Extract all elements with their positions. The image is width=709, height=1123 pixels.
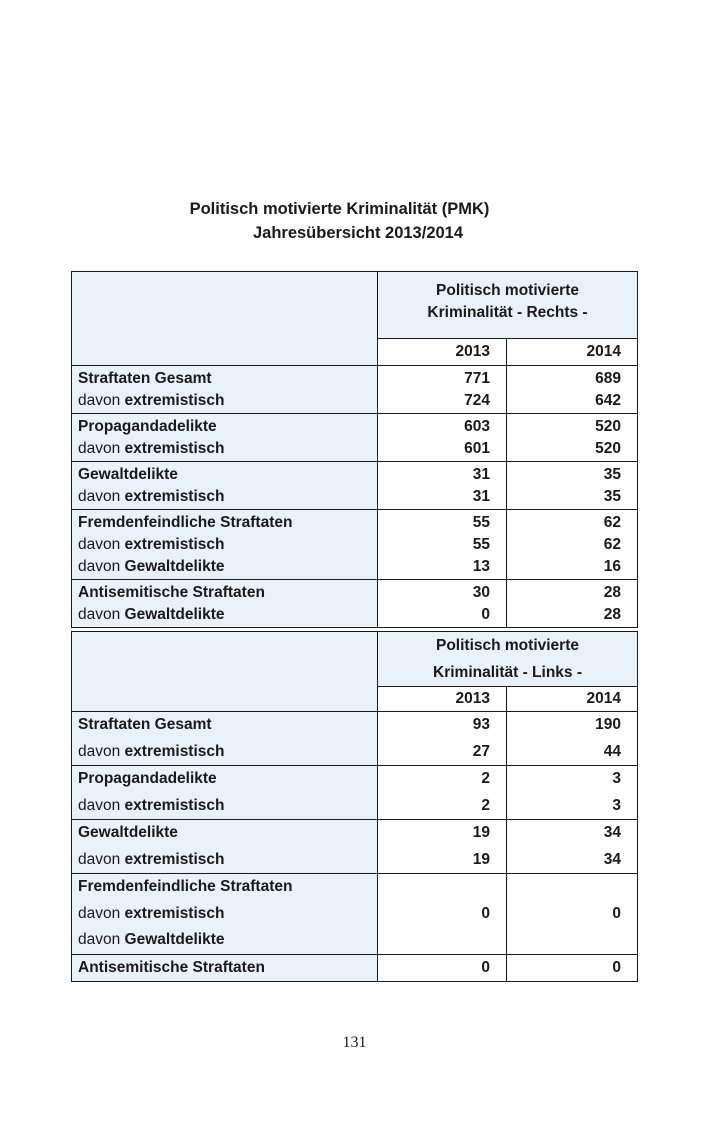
value-2013: 93 27 bbox=[378, 712, 507, 766]
header-blank-cell bbox=[72, 272, 378, 366]
table-header bbox=[378, 272, 638, 339]
header-line-1: Politisch motivierte bbox=[436, 637, 579, 654]
value-2013: 31 31 bbox=[378, 462, 507, 510]
page-title bbox=[0, 197, 709, 245]
value-2013: 771 724 bbox=[378, 366, 507, 414]
table-header bbox=[378, 632, 638, 687]
value-2014: 0 bbox=[507, 954, 638, 982]
table-row bbox=[72, 954, 638, 982]
table-row bbox=[72, 510, 638, 580]
row-label: Fremdenfeindliche Straftaten davon extremistisch davon Gewaltdelikte bbox=[72, 874, 378, 955]
table-row bbox=[72, 580, 638, 628]
value-2013: 55 55 13 bbox=[378, 510, 507, 580]
table-header-row bbox=[72, 632, 638, 687]
row-label: Propagandadelikte davon extremistisch bbox=[72, 766, 378, 820]
header-line-2: Kriminalität - Links - bbox=[433, 663, 582, 681]
table-row bbox=[72, 462, 638, 510]
row-label: Straftaten Gesamt davon extremistisch bbox=[72, 712, 378, 766]
table-row bbox=[72, 766, 638, 820]
year-2014: 2014 bbox=[507, 687, 638, 712]
value-2013: 19 19 bbox=[378, 820, 507, 874]
title-line-2: Jahresübersicht 2013/2014 bbox=[252, 224, 464, 242]
row-label: Antisemitische Straftaten bbox=[72, 954, 378, 982]
table-row bbox=[72, 712, 638, 766]
table-row bbox=[72, 874, 638, 955]
value-2014: 689 642 bbox=[507, 366, 638, 414]
row-label: Antisemitische Straftaten davon Gewaltdelikte bbox=[72, 580, 378, 628]
value-2014: 3 3 bbox=[507, 766, 638, 820]
value-2014: 190 44 bbox=[507, 712, 638, 766]
value-2014: 34 34 bbox=[507, 820, 638, 874]
year-2014: 2014 bbox=[507, 339, 638, 366]
header-line-2: Kriminalität - Rechts - bbox=[427, 304, 588, 321]
title-line-1: Politisch motivierte Kriminalität (PMK) bbox=[189, 200, 490, 218]
value-2014: 0 bbox=[507, 874, 638, 955]
row-label: Straftaten Gesamt davon extremistisch bbox=[72, 366, 378, 414]
header-line-1: Politisch motivierte bbox=[436, 282, 579, 299]
value-2014: 520 520 bbox=[507, 414, 638, 462]
year-2013: 2013 bbox=[378, 339, 507, 366]
value-2013: 30 0 bbox=[378, 580, 507, 628]
table-pmk-rechts bbox=[71, 271, 638, 628]
row-label: Gewaltdelikte davon extremistisch bbox=[72, 462, 378, 510]
table-row bbox=[72, 414, 638, 462]
value-2014: 35 35 bbox=[507, 462, 638, 510]
value-2013: 0 bbox=[378, 874, 507, 955]
header-blank-cell bbox=[72, 632, 378, 712]
table-row bbox=[72, 820, 638, 874]
row-label: Propagandadelikte davon extremistisch bbox=[72, 414, 378, 462]
year-2013: 2013 bbox=[378, 687, 507, 712]
value-2013: 2 2 bbox=[378, 766, 507, 820]
table-row bbox=[72, 366, 638, 414]
value-2014: 28 28 bbox=[507, 580, 638, 628]
table-pmk-links bbox=[71, 631, 638, 982]
value-2013: 603 601 bbox=[378, 414, 507, 462]
value-2014: 62 62 16 bbox=[507, 510, 638, 580]
table-header-row bbox=[72, 272, 638, 339]
value-2013: 0 bbox=[378, 954, 507, 982]
row-label: Fremdenfeindliche Straftaten davon extremistisch davon Gewaltdelikte bbox=[72, 510, 378, 580]
page-number: 131 bbox=[342, 1034, 367, 1051]
row-label: Gewaltdelikte davon extremistisch bbox=[72, 820, 378, 874]
